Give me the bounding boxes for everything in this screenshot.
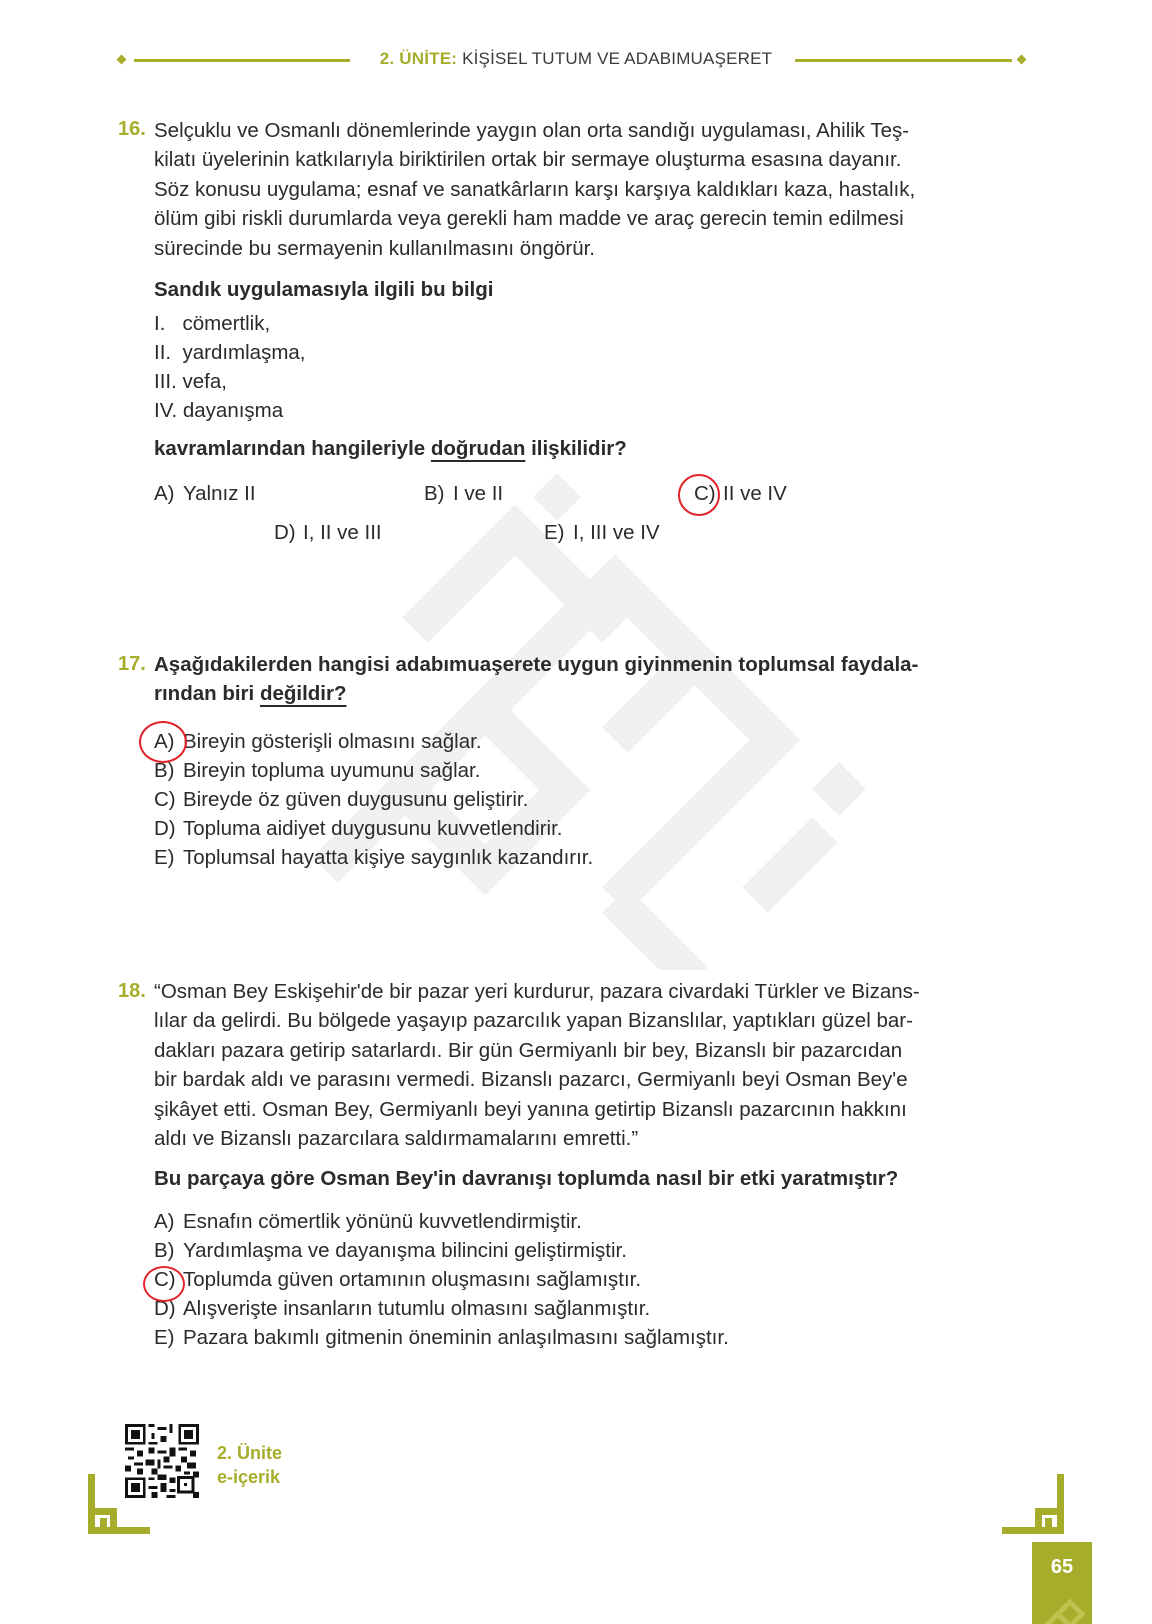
option-text: I ve II: [453, 482, 504, 505]
option-text: Alışverişte insanların tutumlu olmasını sağlanmıştır.: [183, 1297, 651, 1320]
option-key: B): [154, 759, 175, 782]
question-number: 18.: [118, 980, 146, 1002]
marked-answer-circle: [139, 721, 187, 763]
paragraph-line: Selçuklu ve Osmanlı dönemlerinde yaygın olan orta sandığı uygulaması, Ahilik Teş-: [154, 119, 910, 142]
paragraph-line: bir bardak aldı ve parasını vermedi. Bizanslı pazarcı, Germiyanlı beyi Osman Bey'e: [154, 1068, 908, 1092]
option-key: B): [154, 1239, 175, 1262]
qr-code-icon[interactable]: [125, 1424, 199, 1498]
question-18-paragraph: [154, 977, 1024, 1153]
answer-option-b[interactable]: [424, 479, 503, 508]
list-item: I. cömertlik,: [154, 312, 271, 335]
e-content-label[interactable]: [217, 1441, 282, 1489]
header-right-rule: [795, 59, 1012, 62]
header-left-rule: [134, 59, 350, 62]
list-item: IV. dayanışma: [154, 399, 284, 422]
paragraph-line: kilatı üyelerinin katkılarıyla biriktirilen ortak bir sermaye oluşturma esasına dayanır.: [154, 148, 902, 172]
question-18-stem: Bu parçaya göre Osman Bey'in davranışı toplumda nasıl bir etki yaratmıştır?: [154, 1167, 899, 1190]
marked-answer-circle: [678, 474, 720, 516]
option-key: D): [154, 817, 176, 840]
option-key: B): [424, 482, 445, 505]
answer-option-c[interactable]: [154, 1265, 641, 1294]
option-key: C): [694, 482, 716, 505]
option-key: A): [154, 1210, 175, 1233]
paragraph-line: Söz konusu uygulama; esnaf ve sanatkârların karşı karşıya kaldıkları kaza, hastalık,: [154, 177, 916, 201]
option-text: Yardımlaşma ve dayanışma bilincini geliştirmiştir.: [183, 1239, 627, 1262]
question-number: 17.: [118, 653, 146, 675]
list-item: II. yardımlaşma,: [154, 341, 306, 364]
paragraph-line: lılar da gelirdi. Bu bölgede yaşayıp pazarcılık yapan Bizanslılar, yaptıkları güzel bar-: [154, 1009, 913, 1033]
option-text: II ve IV: [723, 482, 787, 505]
option-text: Bireyin gösterişli olmasını sağlar.: [183, 730, 482, 753]
answer-option-d[interactable]: [154, 1294, 650, 1323]
e-content-text: e-içerik: [217, 1467, 281, 1487]
header-unit-title: KİŞİSEL TUTUM VE ADABIMUAŞERET: [462, 49, 773, 68]
option-key: A): [154, 482, 175, 505]
header-right-diamond-icon: [1017, 55, 1027, 65]
option-key: D): [154, 1297, 176, 1320]
e-content-unit: 2. Ünite: [217, 1443, 283, 1463]
option-key: C): [154, 1268, 176, 1291]
question-16-paragraph: [154, 116, 1024, 263]
answer-option-e[interactable]: [154, 1323, 729, 1352]
paragraph-line: sürecinde bu sermayenin kullanılmasını öngörür.: [154, 236, 595, 260]
paragraph-line: dakları pazara getirip satarlardı. Bir gün Germiyanlı bir bey, Bizanslı bir pazarcıdan: [154, 1038, 903, 1062]
question-16-stem: [154, 434, 627, 463]
header-left-diamond-icon: [117, 55, 127, 65]
right-corner-ornament-icon: [1000, 1474, 1066, 1536]
answer-option-b[interactable]: [154, 756, 480, 785]
answer-option-b[interactable]: [154, 1236, 627, 1265]
option-key: D): [274, 521, 296, 544]
option-text: Bireyde öz güven duygusunu geliştirir.: [183, 788, 529, 811]
option-text: I, II ve III: [303, 521, 382, 544]
option-text: Toplumsal hayatta kişiye saygınlık kazandırır.: [183, 846, 594, 869]
paragraph-line: şikâyet etti. Osman Bey, Germiyanlı beyi yanına getirtip Bizanslı pazarcının hakkını: [154, 1097, 907, 1121]
option-text: Bireyin topluma uyumunu sağlar.: [183, 759, 481, 782]
paragraph-line: aldı ve Bizanslı pazarcılara saldırmamalarını emretti.”: [154, 1127, 639, 1151]
stem-underlined-word: değildir?: [259, 682, 347, 705]
page-number-box: [1032, 1542, 1092, 1624]
option-text: Pazara bakımlı gitmenin öneminin anlaşılmasını sağlamıştır.: [183, 1326, 729, 1349]
question-17-stem-line-2: [154, 679, 347, 708]
option-key: E): [154, 846, 175, 869]
stem-underlined-word: doğrudan: [430, 437, 526, 460]
answer-option-e[interactable]: [154, 843, 593, 872]
option-key: E): [544, 521, 565, 544]
option-text: Toplumda güven ortamının oluşmasını sağlamıştır.: [183, 1268, 642, 1291]
page-number: 65: [1050, 1556, 1074, 1578]
answer-option-a[interactable]: [154, 727, 482, 756]
option-key: C): [154, 788, 176, 811]
answer-option-e[interactable]: [544, 518, 660, 547]
option-text: I, III ve IV: [573, 521, 660, 544]
question-17-stem-line-1: Aşağıdakilerden hangisi adabımuaşerete uygun giyinmenin toplumsal faydala-: [154, 653, 919, 676]
marked-answer-circle: [143, 1266, 185, 1302]
question-number: 16.: [118, 118, 146, 140]
header-unit: 2. ÜNİTE:: [379, 49, 458, 68]
option-key: E): [154, 1326, 175, 1349]
stem-text: kavramlarından hangileriyle: [154, 437, 431, 460]
header-title: [352, 49, 800, 69]
list-item: III. vefa,: [154, 370, 227, 393]
stem-text: ilişkilidir?: [525, 437, 627, 460]
option-key: A): [154, 730, 175, 753]
stem-text: rından biri: [154, 682, 260, 705]
answer-option-c[interactable]: [154, 785, 528, 814]
page-box-ornament-icon: [1038, 1594, 1088, 1624]
option-text: Yalnız II: [183, 482, 256, 505]
paragraph-line: “Osman Bey Eskişehir'de bir pazar yeri kurdurur, pazara civardaki Türkler ve Bizans-: [154, 980, 920, 1003]
paragraph-line: ölüm gibi riskli durumlarda veya gerekli ham madde ve araç gerecin temin edilmesi: [154, 207, 904, 231]
answer-option-a[interactable]: [154, 479, 256, 508]
answer-option-d[interactable]: [154, 814, 562, 843]
question-16-lead: Sandık uygulamasıyla ilgili bu bilgi: [154, 278, 494, 301]
option-text: Topluma aidiyet duygusunu kuvvetlendirir.: [183, 817, 563, 840]
answer-option-a[interactable]: [154, 1207, 582, 1236]
option-text: Esnafın cömertlik yönünü kuvvetlendirmiştir.: [183, 1210, 582, 1233]
answer-option-d[interactable]: [274, 518, 382, 547]
